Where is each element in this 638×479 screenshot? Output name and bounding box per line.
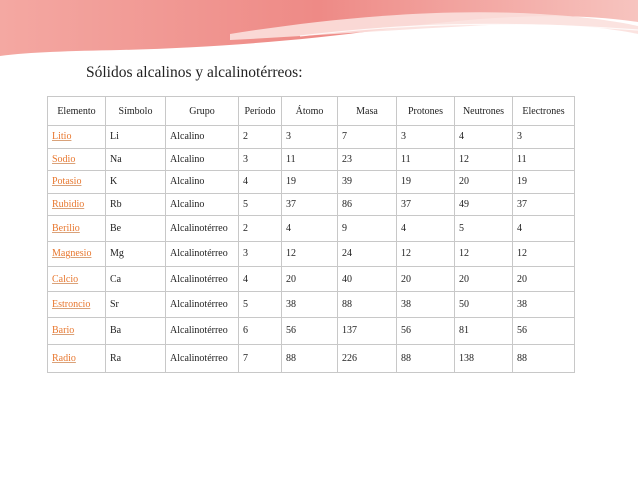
table-row	[48, 216, 575, 241]
cell-protons: 56	[397, 317, 455, 345]
cell-protons: 11	[397, 148, 455, 171]
cell-group: Alcalinotérreo	[166, 241, 239, 266]
column-header-group: Grupo	[166, 97, 239, 126]
cell-symbol: Ra	[106, 345, 166, 373]
cell-electrons: 3	[513, 126, 575, 149]
cell-element	[48, 266, 106, 291]
cell-electrons: 38	[513, 292, 575, 317]
cell-neutrons: 4	[455, 126, 513, 149]
cell-period: 2	[239, 126, 282, 149]
cell-atomic-number: 88	[282, 345, 338, 373]
column-header-protons: Protones	[397, 97, 455, 126]
cell-neutrons: 12	[455, 148, 513, 171]
table-row	[48, 317, 575, 345]
cell-symbol: Mg	[106, 241, 166, 266]
column-header-mass: Masa	[338, 97, 397, 126]
cell-neutrons: 49	[455, 193, 513, 216]
column-header-symbol: Símbolo	[106, 97, 166, 126]
cell-atomic-number: 3	[282, 126, 338, 149]
table-header-row	[48, 97, 575, 126]
cell-neutrons: 20	[455, 266, 513, 291]
cell-element	[48, 345, 106, 373]
elements-table	[47, 96, 575, 373]
cell-atomic-number: 56	[282, 317, 338, 345]
slide-title: Sólidos alcalinos y alcalinotérreos:	[86, 64, 303, 81]
cell-symbol: Ca	[106, 266, 166, 291]
cell-electrons: 20	[513, 266, 575, 291]
column-header-period: Período	[239, 97, 282, 126]
column-header-atomic-number: Átomo	[282, 97, 338, 126]
cell-electrons: 37	[513, 193, 575, 216]
decorative-header-banner	[0, 0, 638, 60]
cell-group: Alcalino	[166, 171, 239, 194]
cell-protons: 4	[397, 216, 455, 241]
element-link[interactable]: Litio	[52, 131, 72, 143]
table-row	[48, 126, 575, 149]
table-row	[48, 171, 575, 194]
cell-group: Alcalinotérreo	[166, 317, 239, 345]
cell-protons: 12	[397, 241, 455, 266]
element-link[interactable]: Sodio	[52, 153, 76, 165]
cell-atomic-number: 12	[282, 241, 338, 266]
cell-element	[48, 317, 106, 345]
cell-symbol: Li	[106, 126, 166, 149]
column-header-electrons: Electrones	[513, 97, 575, 126]
cell-element	[48, 216, 106, 241]
cell-period: 3	[239, 241, 282, 266]
cell-mass: 137	[338, 317, 397, 345]
element-link[interactable]: Berilio	[52, 223, 80, 235]
element-link[interactable]: Radio	[52, 352, 76, 364]
cell-mass: 24	[338, 241, 397, 266]
cell-symbol: Ba	[106, 317, 166, 345]
element-link[interactable]: Rubidio	[52, 199, 85, 211]
cell-symbol: Rb	[106, 193, 166, 216]
cell-atomic-number: 37	[282, 193, 338, 216]
cell-element	[48, 126, 106, 149]
cell-mass: 9	[338, 216, 397, 241]
cell-neutrons: 138	[455, 345, 513, 373]
cell-electrons: 88	[513, 345, 575, 373]
cell-electrons: 19	[513, 171, 575, 194]
cell-group: Alcalino	[166, 193, 239, 216]
cell-electrons: 56	[513, 317, 575, 345]
cell-element	[48, 193, 106, 216]
element-link[interactable]: Estroncio	[52, 298, 91, 310]
cell-symbol: Be	[106, 216, 166, 241]
table-row	[48, 148, 575, 171]
cell-symbol: K	[106, 171, 166, 194]
cell-mass: 226	[338, 345, 397, 373]
cell-mass: 23	[338, 148, 397, 171]
cell-group: Alcalinotérreo	[166, 266, 239, 291]
table-body	[48, 126, 575, 373]
element-link[interactable]: Magnesio	[52, 248, 92, 260]
cell-atomic-number: 20	[282, 266, 338, 291]
cell-period: 6	[239, 317, 282, 345]
cell-symbol: Na	[106, 148, 166, 171]
cell-protons: 20	[397, 266, 455, 291]
cell-group: Alcalino	[166, 126, 239, 149]
cell-element	[48, 148, 106, 171]
cell-protons: 3	[397, 126, 455, 149]
cell-neutrons: 81	[455, 317, 513, 345]
cell-electrons: 4	[513, 216, 575, 241]
cell-mass: 7	[338, 126, 397, 149]
cell-element	[48, 241, 106, 266]
cell-mass: 88	[338, 292, 397, 317]
cell-group: Alcalino	[166, 148, 239, 171]
cell-element	[48, 292, 106, 317]
table-row	[48, 193, 575, 216]
cell-atomic-number: 11	[282, 148, 338, 171]
cell-mass: 40	[338, 266, 397, 291]
table-row	[48, 241, 575, 266]
cell-period: 5	[239, 292, 282, 317]
cell-electrons: 12	[513, 241, 575, 266]
table-row	[48, 345, 575, 373]
cell-neutrons: 20	[455, 171, 513, 194]
cell-group: Alcalinotérreo	[166, 345, 239, 373]
cell-atomic-number: 4	[282, 216, 338, 241]
cell-period: 4	[239, 266, 282, 291]
element-link[interactable]: Potasio	[52, 176, 82, 188]
cell-protons: 38	[397, 292, 455, 317]
cell-neutrons: 12	[455, 241, 513, 266]
column-header-element: Elemento	[48, 97, 106, 126]
cell-mass: 39	[338, 171, 397, 194]
cell-neutrons: 5	[455, 216, 513, 241]
cell-protons: 37	[397, 193, 455, 216]
cell-element	[48, 171, 106, 194]
cell-protons: 88	[397, 345, 455, 373]
cell-period: 5	[239, 193, 282, 216]
cell-neutrons: 50	[455, 292, 513, 317]
cell-mass: 86	[338, 193, 397, 216]
column-header-neutrons: Neutrones	[455, 97, 513, 126]
table-row	[48, 292, 575, 317]
cell-atomic-number: 19	[282, 171, 338, 194]
cell-group: Alcalinotérreo	[166, 216, 239, 241]
element-link[interactable]: Calcio	[52, 273, 79, 285]
table-row	[48, 266, 575, 291]
cell-period: 7	[239, 345, 282, 373]
cell-period: 4	[239, 171, 282, 194]
cell-group: Alcalinotérreo	[166, 292, 239, 317]
cell-period: 3	[239, 148, 282, 171]
element-link[interactable]: Bario	[52, 325, 75, 337]
cell-symbol: Sr	[106, 292, 166, 317]
cell-protons: 19	[397, 171, 455, 194]
cell-period: 2	[239, 216, 282, 241]
cell-electrons: 11	[513, 148, 575, 171]
cell-atomic-number: 38	[282, 292, 338, 317]
